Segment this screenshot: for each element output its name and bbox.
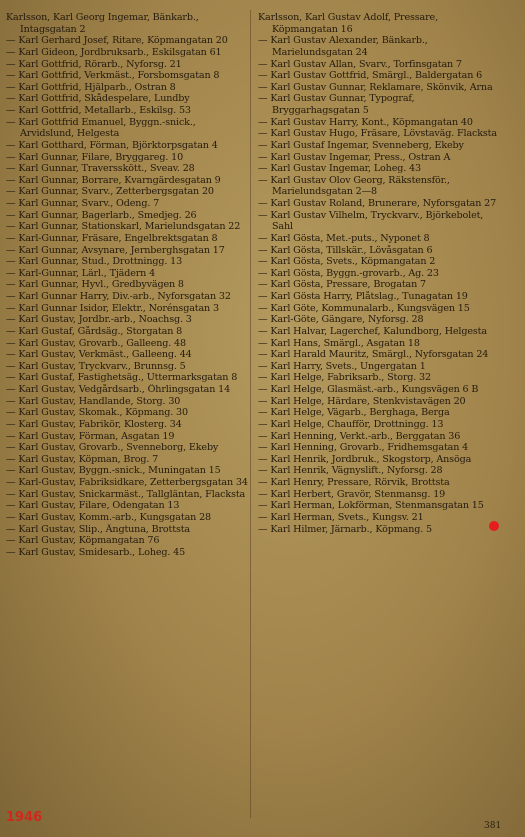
directory-entry: — Karl Gustav Hugo, Fräsare, Lövstaväg. Flacksta — [258, 128, 497, 140]
directory-entry: — Karl Harry, Svets., Ungergatan 1 — [258, 360, 426, 372]
directory-entry: — Karl Gunnar Isidor, Elektr., Norénsgatan 3 — [6, 302, 219, 314]
directory-entry: — Karl Gustav, Handlande, Storg. 30 — [6, 395, 181, 407]
directory-entry: — Karl Gunnar, Traversskött., Sveav. 28 — [6, 163, 195, 175]
directory-entry: — Karl Gustav Allan, Svarv., Torfinsgatan 7 — [258, 58, 462, 70]
directory-entry: — Karl-Göte, Gängare, Nyforsg. 28 — [258, 314, 424, 326]
directory-entry: — Karl Gunnar Harry, Div.-arb., Nyforsgatan 32 — [6, 291, 231, 302]
directory-entry: — Karl Gustav, Slip., Ängtuna, Brottsta — [6, 523, 191, 535]
directory-entry: — Karl Gunnar, Svarv., Zetterbergsgatan 20 — [6, 186, 214, 198]
directory-entry: Karlsson, Karl Georg Ingemar, Bänkarb., Intagsgatan 2 — [6, 12, 199, 35]
directory-entry: — Karl Gustav, Förman, Asgatan 19 — [6, 430, 175, 442]
directory-entry: Karlsson, Karl Gustav Adolf, Pressare, Köpmangatan 16 — [258, 12, 438, 35]
left-column — [6, 12, 251, 558]
directory-entry: — Karl Gösta Harry, Plåtslag., Tunagatan 19 — [258, 291, 468, 302]
directory-entry: — Karl Gustav Ingemar, Loheg. 43 — [258, 163, 421, 175]
directory-entry: — Karl Gotthard, Förman, Björktorpsgatan 4 — [6, 139, 218, 151]
directory-entry: — Karl Gunnar, Filare, Bryggareg. 10 — [6, 151, 184, 163]
directory-entry: — Karl Hilmer, Järnarb., Köpmang. 5 — [258, 523, 432, 535]
directory-entry: — Karl Gottfrid, Verkmäst., Forsbomsgatan 8 — [6, 70, 220, 82]
directory-entry: — Karl Gösta, Met.-puts., Nyponet 8 — [258, 232, 430, 244]
directory-entry: — Karl Gottfrid Emanuel, Byggn.-snick., Arvidslund, Helgesta — [6, 116, 196, 140]
directory-entry: — Karl Gerhard Josef, Ritare, Köpmangatan 20 — [6, 35, 228, 47]
directory-entry: — Karl Gottfrid, Hjälparb., Ostran 8 — [6, 81, 176, 93]
directory-entry: — Karl Gustav, Verkmäst., Galleeng. 44 — [6, 349, 192, 361]
directory-entry: — Karl Gunnar, Stud., Drottningg. 13 — [6, 256, 183, 268]
directory-entry: — Karl-Gunnar, Lärl., Tjädern 4 — [6, 267, 156, 279]
year-label: 1946 — [6, 810, 43, 825]
directory-entry: — Karl Henning, Grovarb., Fridhemsgatan 4 — [258, 442, 469, 454]
directory-entry: — Karl Henry, Pressare, Rörvik, Brottsta — [258, 477, 450, 488]
directory-entry: — Karl Gustav, Snickarmäst., Tallgläntan, Flacksta — [6, 488, 246, 500]
directory-entry: — Karl Hans, Smärgl., Asgatan 18 — [258, 337, 420, 349]
directory-entry: — Karl Göte, Kommunalarb., Kungsvägen 15 — [258, 302, 470, 314]
directory-entry: — Karl Gustav, Fabrikör, Klosterg. 34 — [6, 418, 182, 430]
directory-entry: — Karl Gustav, Komm.-arb., Kungsgatan 28 — [6, 511, 211, 523]
directory-entry: — Karl Herbert, Gravör, Stenmansg. 19 — [258, 488, 446, 500]
directory-entry: — Karl Helge, Vägarb., Berghaga, Berga — [258, 407, 450, 419]
directory-entry: — Karl Gustav, Jordbr.-arb., Noachsg. 3 — [6, 314, 192, 326]
directory-entry: — Karl Gustav Gunnar, Typograf, Bryggarhagsgatan 5 — [258, 93, 415, 116]
directory-entry: — Karl Gustav Gottfrid, Smärgl., Baldergatan 6 — [258, 70, 483, 82]
directory-entry: — Karl Gustav Vilhelm, Tryckvarv., Björkebolet, Sahl — [258, 209, 484, 233]
directory-entry: — Karl Henning, Verkt.-arb., Berggatan 36 — [258, 430, 461, 442]
directory-entry: — Karl Gustav, Vedgårdsarb., Öhrlingsgatan 14 — [6, 384, 231, 395]
directory-entry: — Karl Henrik, Vägnyslift., Nyforsg. 28 — [258, 465, 443, 477]
directory-entry: — Karl Gösta, Pressare, Brogatan 7 — [258, 279, 426, 291]
directory-entry: — Karl Gunnar, Bagerlarb., Smedjeg. 26 — [6, 209, 197, 221]
directory-entry: — Karl Gustav, Grovarb., Galleeng. 48 — [6, 337, 186, 349]
directory-entry: — Karl Gustav, Smidesarb., Loheg. 45 — [6, 546, 186, 558]
directory-entry: — Karl Gustav, Skomak., Köpmang. 30 — [6, 407, 188, 419]
directory-entry: — Karl Gustav Ingemar, Press., Ostran A — [258, 151, 451, 163]
right-column — [258, 12, 498, 535]
directory-entry: — Karl-Gustav, Fabriksidkare, Zetterbergsgatan 34 — [6, 477, 248, 488]
directory-entry: — Karl Gustav, Filare, Odengatan 13 — [6, 500, 180, 512]
directory-entry: — Karl Gustav, Köpmangatan 76 — [6, 535, 160, 547]
directory-entry: — Karl Gustav, Köpman, Brog. 7 — [6, 453, 159, 465]
directory-entry: — Karl Gustav, Tryckvarv., Brunnsg. 5 — [6, 360, 186, 372]
directory-entry: — Karl Gustav, Grovarb., Svenneborg, Ekeby — [6, 442, 219, 454]
directory-entry: — Karl Herman, Svets., Kungsv. 21 — [258, 511, 424, 523]
directory-entry: — Karl Gottfrid, Metallarb., Eskilsg. 53 — [6, 105, 191, 116]
directory-entry: — Karl Gunnar, Stationskarl, Marielundsgatan 22 — [6, 221, 241, 233]
directory-entry: — Karl Helge, Härdare, Stenkvistavägen 20 — [258, 395, 466, 407]
directory-entry: — Karl Gösta, Svets., Köpmangatan 2 — [258, 256, 436, 268]
directory-entry: — Karl Gösta, Tillskär., Lövåsgatan 6 — [258, 244, 433, 256]
directory-entry: — Karl Gottfrid, Skådespelare, Lundby — [6, 93, 190, 105]
directory-entry: — Karl Gunnar, Svarv., Odeng. 7 — [6, 198, 160, 209]
directory-entry: — Karl Gottfrid, Rörarb., Nyforsg. 21 — [6, 58, 182, 70]
directory-entry: — Karl Gustav Alexander, Bänkarb., Marielundsgatan 24 — [258, 35, 428, 58]
directory-entry: — Karl Helge, Chaufför, Drottningg. 13 — [258, 418, 444, 430]
directory-entry: — Karl Halvar, Lagerchef, Kalundborg, Helgesta — [258, 325, 487, 337]
directory-entry: — Karl Gunnar, Hyvl., Gredbyvägen 8 — [6, 279, 184, 291]
directory-entry: — Karl Gustav Gunnar, Reklamare, Skönvik, Arna — [258, 81, 493, 93]
directory-entry: — Karl Gustav Olov Georg, Räkstensför., Marielundsgatan 2—8 — [258, 174, 450, 198]
directory-entry: — Karl Helge, Fabriksarb., Storg. 32 — [258, 372, 431, 384]
directory-entry: — Karl Herman, Lokförman, Stenmansgatan 15 — [258, 500, 484, 512]
red-dot-marker — [489, 521, 499, 531]
directory-entry: — Karl Gustaf, Gårdsäg., Storgatan 8 — [6, 325, 183, 337]
directory-entry: — Karl Gunnar, Avsynare, Jernberghsgatan 17 — [6, 244, 225, 256]
directory-entry: — Karl Gustav, Byggn.-snick., Muningatan 15 — [6, 465, 221, 477]
page-number: 381 — [484, 821, 502, 831]
directory-entry: — Karl Gösta, Byggn.-grovarb., Ag. 23 — [258, 267, 439, 279]
column-divider — [250, 10, 251, 818]
directory-entry: — Karl Gideon, Jordbruksarb., Eskilsgatan 61 — [6, 46, 222, 58]
directory-entry: — Karl Henrik, Jordbruk., Skogstorp, Ansöga — [258, 453, 472, 465]
directory-entry: — Karl Gustav Roland, Brunerare, Nyforsgatan 27 — [258, 198, 497, 209]
directory-entry: — Karl Gustaf, Fastighetsäg., Uttermarksgatan 8 — [6, 372, 238, 384]
directory-entry: — Karl-Gunnar, Fräsare, Engelbrektsgatan 8 — [6, 232, 218, 244]
directory-entry: — Karl Helge, Glasmäst.-arb., Kungsvägen 6 B — [258, 384, 479, 395]
directory-entry: — Karl Gunnar, Borrare, Kvarngärdesgatan 9 — [6, 174, 221, 186]
directory-entry: — Karl Harald Mauritz, Smärgl., Nyforsgatan 24 — [258, 349, 489, 361]
directory-entry: — Karl Gustav Harry, Kont., Köpmangatan 40 — [258, 116, 473, 128]
directory-entry: — Karl Gustaf Ingemar, Svenneberg, Ekeby — [258, 139, 464, 151]
